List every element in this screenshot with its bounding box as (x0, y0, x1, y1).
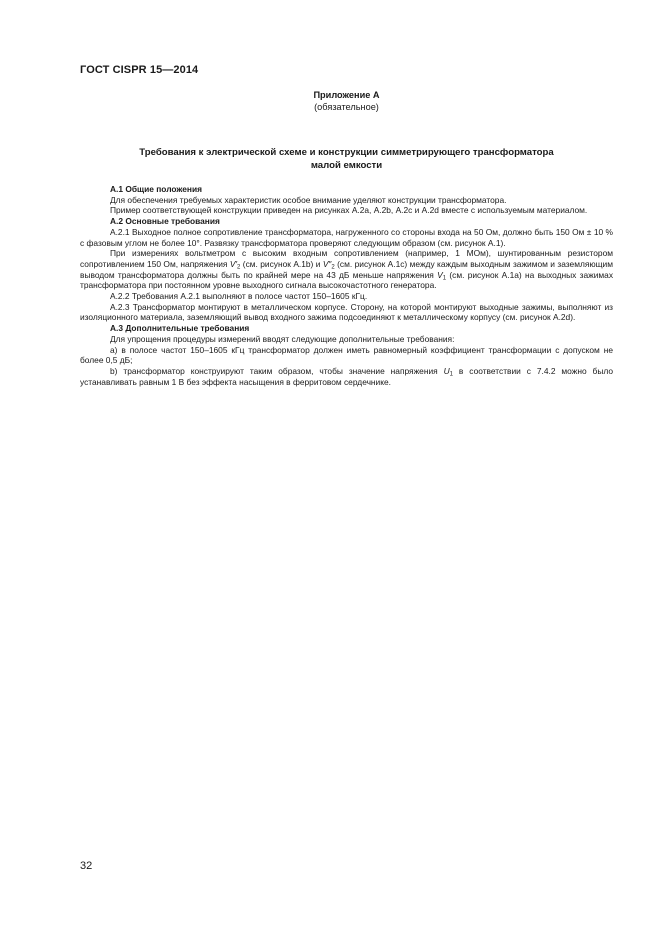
paragraph: А.2.2 Требования А.2.1 выполняют в полосе частот 150–1605 кГц. (110, 291, 368, 302)
paragraph: А.2.3 Трансформатор монтируют в металлическом корпусе. Сторону, на которой монтируют выходные зажимы, выполняют из изоляционного материала, заземляющий вывод входного зажима подсоединяют к металлическому корпусу (см. рисунок А.2d). (80, 301, 613, 323)
text-run: (см. рисунок А.1с) между каждым выходным зажимом и заземляющим выводом трансформатора должны быть по крайней мере на 43 дБ меньше напряжения (80, 258, 613, 280)
symbol-v2-double-prime: V″ (322, 258, 332, 269)
paragraph: А.2.1 Выходное полное сопротивление трансформатора, нагруженного со стороны входа на 50 Ом, должно быть 150 Ом ± 10 % с фазовым углом не более 10°. Развязку трансформатора проверяют следующим образом (см. рисунок А.1). (80, 226, 613, 248)
text-run: в соответствии с 7.4.2 можно было устанавливать равным 1 В без эффекта насыщения в ферритовом сердечнике. (80, 365, 613, 387)
symbol-v1: V (437, 269, 443, 280)
section-heading-a1: А.1 Общие положения (110, 184, 203, 194)
annex-status: (обязательное) (314, 102, 379, 112)
subscript: 1 (449, 371, 453, 378)
text-run: b) трансформатор конструируют таким образом, чтобы значение напряжения (110, 365, 444, 376)
standard-header: ГОСТ CISPR 15—2014 (80, 64, 199, 76)
annex-heading (80, 89, 613, 113)
subscript: 1 (442, 275, 447, 282)
text-run: (см. рисунок А.1а) на выходных зажимах трансформатора при постоянном уровне выходного сигнала высокочастотного генератора. (80, 269, 614, 291)
text-run: При измерениях вольтметром с высоким входным сопротивлением (например, 1 МОм), шунтированным резистором сопротивлением 150 Ом, напряжения (80, 248, 613, 269)
list-item-b (80, 366, 613, 387)
list-item-a: a) в полосе частот 150–1605 кГц трансформатор должен иметь равномерный коэффициент трансформации с допуском не более 0,5 дБ; (80, 344, 613, 366)
subscript: 2 (331, 264, 335, 271)
document-title-line-1: Требования к электрической схеме и конструкции симметрирующего трансформатора (139, 147, 554, 158)
text-run: (см. рисунок А.1b) и (240, 258, 323, 269)
annex-title: Приложение А (313, 90, 380, 100)
section-heading-a3: А.3 Дополнительные требования (110, 323, 250, 334)
section-heading-a2: А.2 Основные требования (110, 216, 220, 227)
paragraph-voltmeter (80, 248, 613, 291)
page-number: 32 (80, 860, 93, 872)
symbol-u1: U (443, 365, 450, 376)
symbol-v2-prime: V′ (229, 258, 238, 269)
document-title (80, 147, 613, 172)
subscript: 2 (237, 264, 241, 271)
body-text (80, 184, 613, 387)
paragraph: Пример соответствующей конструкции приведен на рисунках А.2а, А.2b, А.2с и А.2d вместе с используемым материалом. (110, 205, 588, 216)
paragraph: Для упрощения процедуры измерений вводят следующие дополнительные требования: (110, 333, 455, 344)
paragraph: Для обеспечения требуемых характеристик особое внимание уделяют конструкции трансформатора. (110, 194, 507, 205)
document-title-line-2: малой емкости (310, 159, 383, 171)
